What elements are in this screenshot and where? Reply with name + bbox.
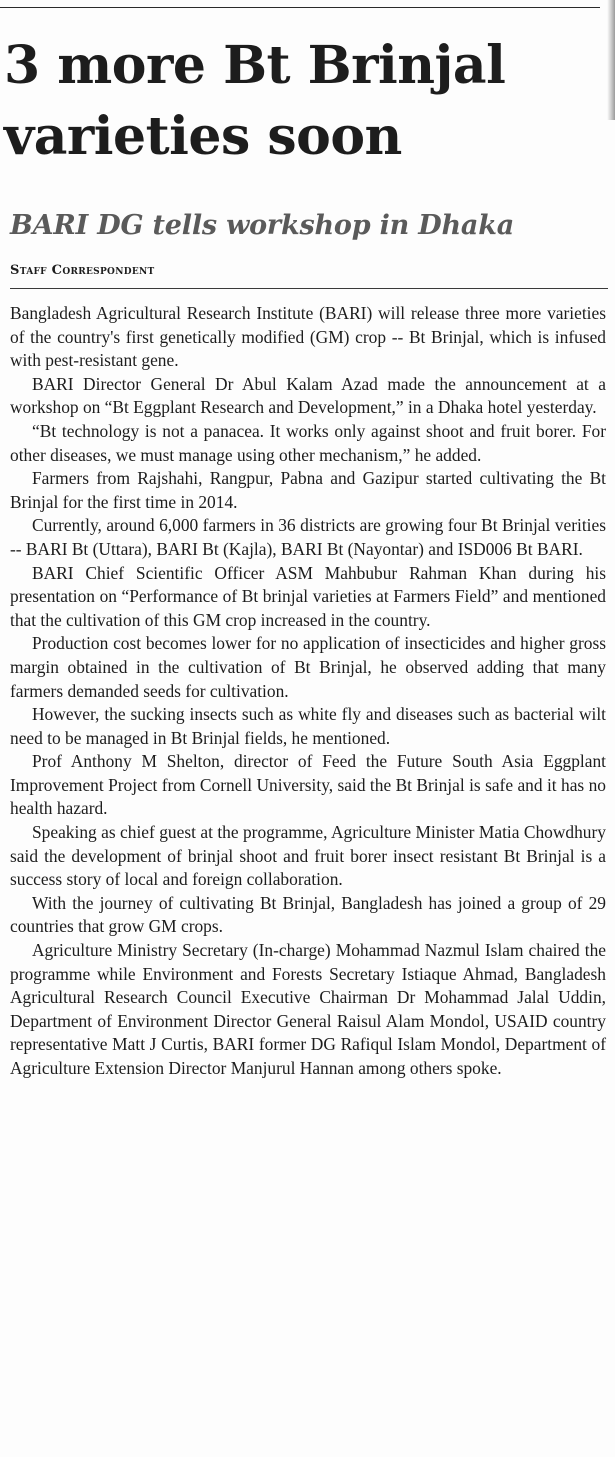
byline-rule — [10, 288, 608, 289]
headline: 3 more Bt Brinjal varieties soon — [4, 35, 506, 167]
byline: Staff Correspondent — [10, 263, 155, 278]
paragraph-1: Bangladesh Agricultural Research Institute (BARI) will release three more varieties of the country's first genetically modified (GM) crop -- Bt Brinjal, which is infused with pest-resistant gene. — [10, 303, 606, 371]
paragraph-8: However, the sucking insects such as white fly and diseases such as bacterial wilt need to be managed in Bt Brinjal fields, he mentioned. — [10, 704, 606, 748]
paragraph-4: Farmers from Rajshahi, Rangpur, Pabna and Gazipur started cultivating the Bt Brinjal for the first time in 2014. — [10, 468, 606, 512]
paragraph-6: BARI Chief Scientific Officer ASM Mahbubur Rahman Khan during his presentation on “Performance of Bt brinjal varieties at Farmers Field” and mentioned that the cultivation of this GM crop increased in the country. — [10, 562, 606, 630]
paragraph-10: Speaking as chief guest at the programme, Agriculture Minister Matia Chowdhury said the development of brinjal shoot and fruit borer insect resistant Bt Brinjal is a success story of local and foreign collaboration. — [10, 822, 606, 890]
paragraph-2: BARI Director General Dr Abul Kalam Azad made the announcement at a workshop on “Bt Eggplant Research and Development,” in a Dhaka hotel yesterday. — [10, 373, 606, 418]
paragraph-3: “Bt technology is not a panacea. It works only against shoot and fruit borer. For other diseases, we must manage using other mechanism,” he added. — [10, 420, 606, 465]
paragraph-9: Prof Anthony M Shelton, director of Feed the Future South Asia Eggplant Improvement Project from Cornell University, said the Bt Brinjal is safe and it has no health hazard. — [10, 751, 606, 819]
subheadline: BARI DG tells workshop in Dhaka — [10, 210, 515, 241]
paragraph-7: Production cost becomes lower for no application of insecticides and higher gross margin obtained in the cultivation of Bt Brinjal, he observed adding that many farmers demanded seeds for cultivation. — [10, 633, 606, 701]
paragraph-5: Currently, around 6,000 farmers in 36 districts are growing four Bt Brinjal verities -- BARI Bt (Uttara), BARI Bt (Kajla), BARI Bt (Nayontar) and ISD006 Bt BARI. — [10, 515, 606, 559]
paragraph-12: Agriculture Ministry Secretary (In-charge) Mohammad Nazmul Islam chaired the programme while Environment and Forests Secretary Istiaque Ahmad, Bangladesh Agricultural Research Council Executive Chairman Dr Mohammad Jalal Uddin, Department of Environment Director General Raisul Alam Mondol, USAID country representative Matt J Curtis, BARI former DG Rafiqul Islam Mondol, Department of Agriculture Extension Director Manjurul Hannan among others spoke. — [10, 940, 606, 1078]
article-body — [10, 302, 606, 1081]
top-rule — [0, 7, 600, 8]
paragraph-11: With the journey of cultivating Bt Brinjal, Bangladesh has joined a group of 29 countries that grow GM crops. — [10, 892, 606, 937]
